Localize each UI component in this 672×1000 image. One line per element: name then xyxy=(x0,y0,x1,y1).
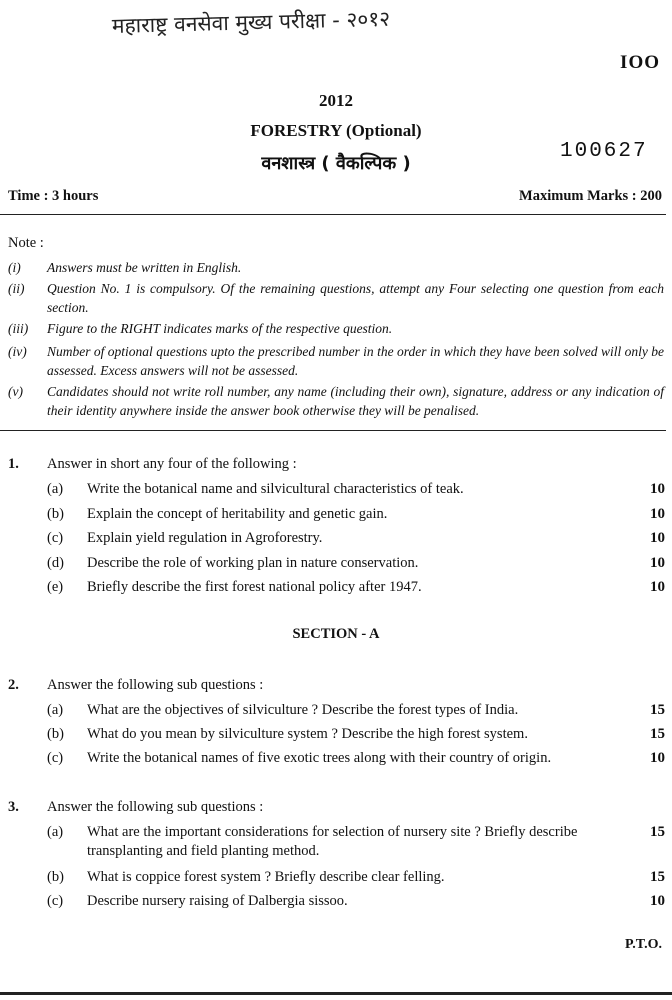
sub-question-text: Describe nursery raising of Dalbergia sissoo. xyxy=(87,893,348,909)
sub-question-text: What are the objectives of silviculture ? Describe the forest types of India. xyxy=(87,702,519,718)
sub-question-label: (a) xyxy=(47,702,64,718)
sub-question xyxy=(0,701,672,720)
note-number: (i) xyxy=(8,260,21,275)
maximum-marks: Maximum Marks : 200 xyxy=(519,188,662,204)
note-number: (v) xyxy=(8,384,23,399)
note-number: (ii) xyxy=(8,281,25,296)
note-text: Figure to the RIGHT indicates marks of the respective question. xyxy=(47,321,393,336)
sub-question xyxy=(0,578,672,597)
marks-value: 10 xyxy=(650,579,665,595)
sub-question-label: (e) xyxy=(47,579,64,595)
sub-question xyxy=(0,725,672,744)
serial-number: 100627 xyxy=(560,140,648,163)
time-allowed: Time : 3 hours xyxy=(8,188,99,204)
sub-question-text: What are the important considerations for selection of nursery site ? Briefly describe transplanting and field planting method. xyxy=(87,824,578,859)
section-heading: SECTION - A xyxy=(292,626,380,642)
footer-divider xyxy=(0,992,672,995)
page-turn-over: P.T.O. xyxy=(625,937,662,952)
marks-value: 15 xyxy=(650,869,665,885)
sub-question-text: What do you mean by silviculture system ? Describe the high forest system. xyxy=(87,726,528,742)
note-number: (iv) xyxy=(8,344,27,359)
question-text: Answer the following sub questions : xyxy=(47,799,264,815)
marks-value: 10 xyxy=(650,893,665,909)
paper-code: IOO xyxy=(620,52,660,73)
sub-question-label: (a) xyxy=(47,824,64,840)
sub-question-label: (c) xyxy=(47,530,64,546)
note-item xyxy=(0,342,672,380)
subject-title: FORESTRY (Optional) xyxy=(250,121,422,140)
note-text: Candidates should not write roll number, any name (including their own), signature, address or any indication of their identity anywhere inside the answer book otherwise they will be penalised. xyxy=(47,384,664,418)
subject-title-hindi: वनशास्त्र ( वैकल्पिक ) xyxy=(261,153,411,174)
sub-question xyxy=(0,749,672,768)
note-item xyxy=(0,382,672,420)
sub-question-label: (b) xyxy=(47,869,64,885)
sub-question-text: Briefly describe the first forest national policy after 1947. xyxy=(87,579,422,595)
notes-divider xyxy=(0,430,666,431)
question-2 xyxy=(0,676,672,695)
question-text: Answer the following sub questions : xyxy=(47,677,264,693)
marks-value: 10 xyxy=(650,555,665,571)
question-1 xyxy=(0,455,672,474)
question-3 xyxy=(0,798,672,817)
sub-question xyxy=(0,480,672,499)
sub-question-text: Describe the role of working plan in nature conservation. xyxy=(87,555,419,571)
question-number: 1. xyxy=(8,456,19,472)
marks-value: 10 xyxy=(650,530,665,546)
header-divider xyxy=(0,214,666,215)
question-text: Answer in short any four of the following : xyxy=(47,456,297,472)
note-item xyxy=(0,319,672,338)
note-title: Note : xyxy=(8,235,44,251)
marks-value: 15 xyxy=(650,702,665,718)
sub-question xyxy=(0,505,672,524)
sub-question xyxy=(0,823,672,861)
marks-value: 15 xyxy=(650,824,665,840)
note-item xyxy=(0,258,672,277)
exam-year: 2012 xyxy=(319,91,353,110)
sub-question xyxy=(0,892,672,911)
sub-question xyxy=(0,529,672,548)
note-number: (iii) xyxy=(8,321,29,336)
sub-question-text: Write the botanical names of five exotic trees along with their country of origin. xyxy=(87,750,552,766)
question-number: 2. xyxy=(8,677,19,693)
marks-value: 10 xyxy=(650,481,665,497)
marks-value: 10 xyxy=(650,750,665,766)
sub-question-label: (a) xyxy=(47,481,64,497)
sub-question-label: (b) xyxy=(47,506,64,522)
sub-question-text: Explain yield regulation in Agroforestry. xyxy=(87,530,323,546)
marks-value: 15 xyxy=(650,726,665,742)
note-text: Answers must be written in English. xyxy=(47,260,242,275)
note-text: Question No. 1 is compulsory. Of the remaining questions, attempt any Four selecting one question from each section. xyxy=(47,281,664,315)
sub-question xyxy=(0,554,672,573)
marks-value: 10 xyxy=(650,506,665,522)
sub-question-text: Explain the concept of heritability and genetic gain. xyxy=(87,506,388,522)
sub-question-label: (d) xyxy=(47,555,64,571)
question-number: 3. xyxy=(8,799,19,815)
sub-question-text: What is coppice forest system ? Briefly describe clear felling. xyxy=(87,869,445,885)
sub-question xyxy=(0,868,672,887)
sub-question-label: (b) xyxy=(47,726,64,742)
note-text: Number of optional questions upto the prescribed number in the order in which they have been solved will only be assessed. Excess answers will not be assessed. xyxy=(47,344,664,378)
handwritten-note: महाराष्ट्र वनसेवा मुख्य परीक्षा - २०१२ xyxy=(111,6,391,38)
note-item xyxy=(0,279,672,317)
sub-question-label: (c) xyxy=(47,750,64,766)
sub-question-label: (c) xyxy=(47,893,64,909)
sub-question-text: Write the botanical name and silvicultural characteristics of teak. xyxy=(87,481,464,497)
